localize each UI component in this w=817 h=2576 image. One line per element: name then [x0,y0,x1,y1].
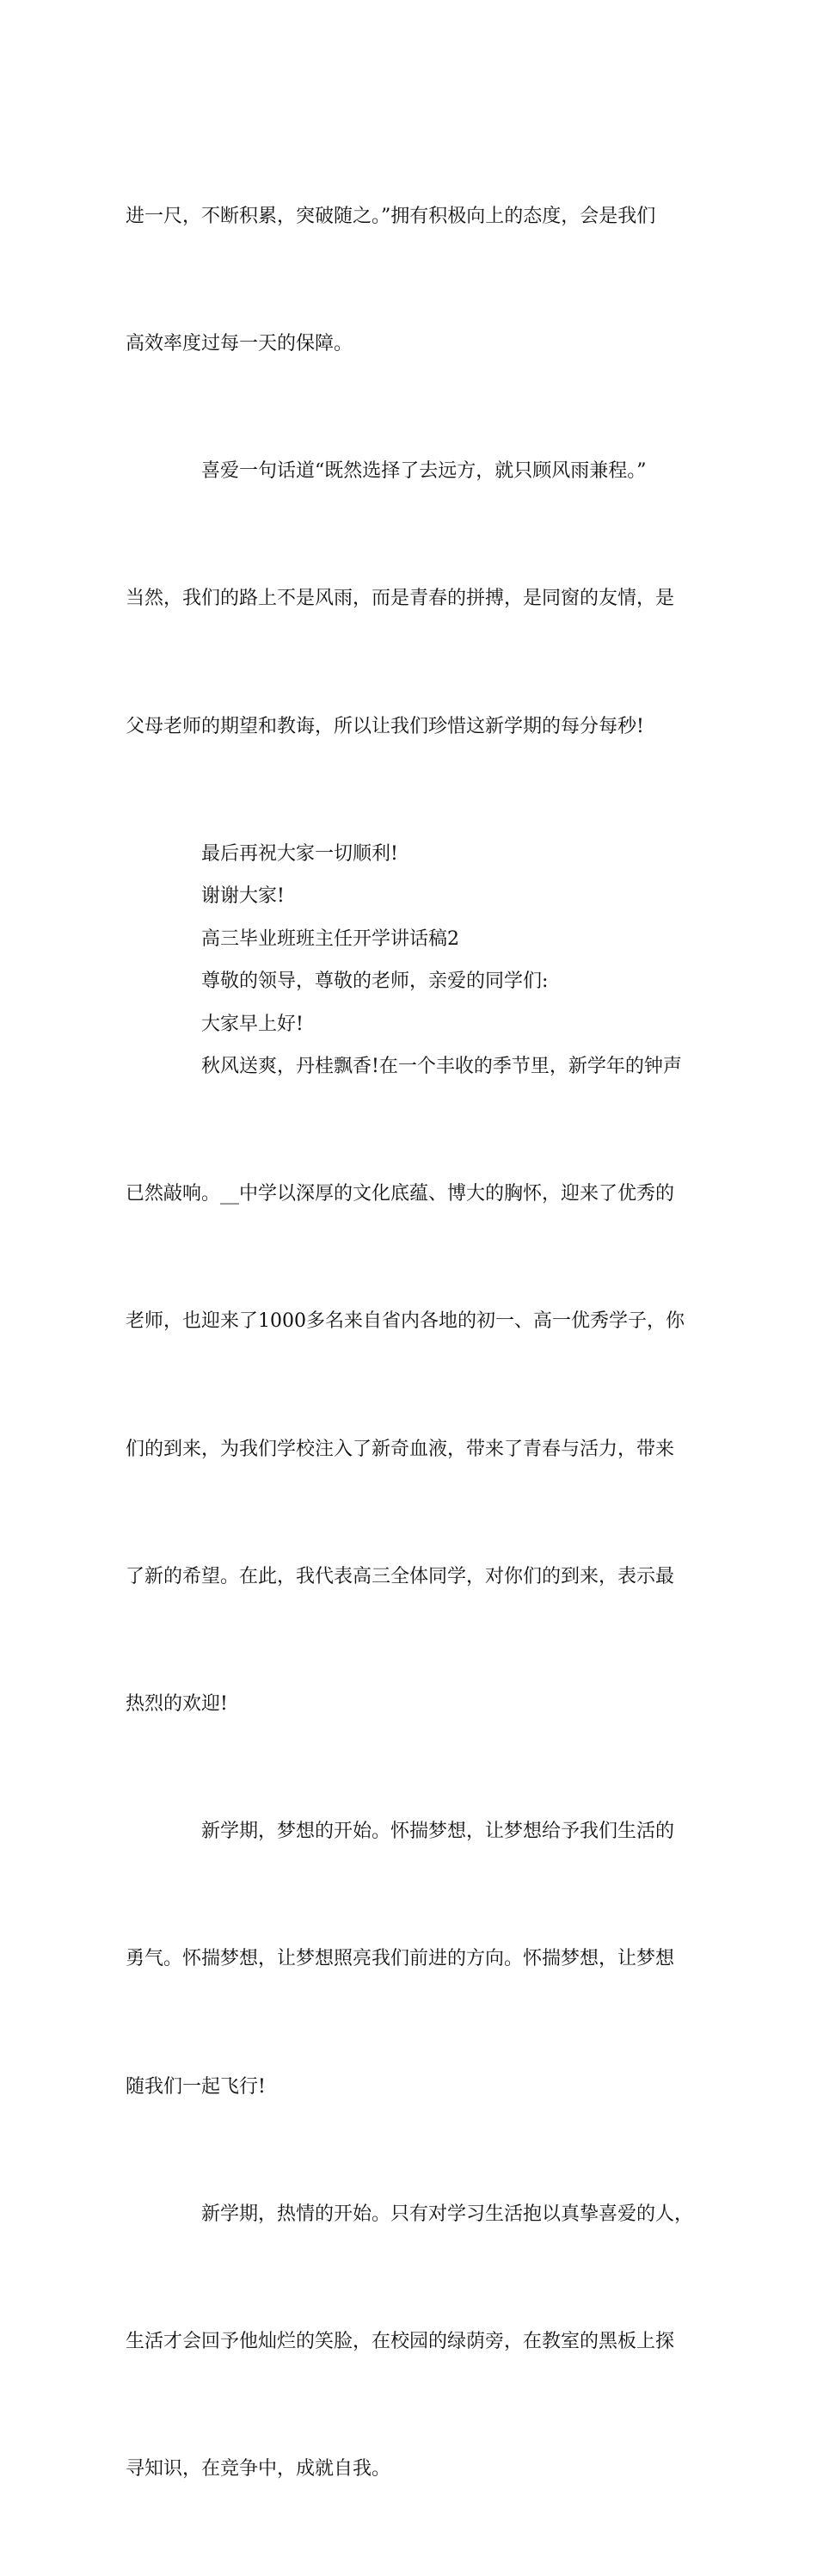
paragraph-2 [126,450,702,492]
text-line: 们的到来，为我们学校注入了新奇血液，带来了青春与活力，带来 [126,1438,675,1460]
text-line: 高效率度过每一天的保障。 [126,333,353,355]
text-line: 生活才会回予他灿烂的笑脸，在校园的绿荫旁，在教室的黑板上探 [126,2331,675,2353]
text-line: 最后再祝大家一切顺利! [201,842,398,865]
text-line: 秋风送爽，丹桂飘香!在一个丰收的季节里，新学年的钟声 [201,1055,682,1077]
text-line: 父母老师的期望和教诲，所以让我们珍惜这新学期的每分每秒! [126,715,644,737]
text-line: 大家早上好! [201,1013,304,1035]
heading-text: 高三毕业班班主任开学讲话稿2 [201,927,459,950]
paragraph-9 [126,1810,702,1852]
paragraph-8-cont [126,1088,702,1810]
paragraph-1 [126,110,702,450]
text-line: 新学期，热情的开始。只有对学习生活抱以真挚喜爱的人， [201,2203,694,2225]
text-line: 了新的希望。在此，我代表高三全体同学，对你们的到来，表示最 [126,1565,675,1587]
text-line: 随我们一起飞行! [126,2075,266,2098]
paragraph-9-cont [126,1853,702,2193]
text-line: 新学期，梦想的开始。怀揣梦想，让梦想给予我们生活的 [201,1821,675,1843]
text-line: 老师，也迎来了1000多名来自省内各地的初一、高一优秀学子，你 [126,1310,685,1333]
text-line: 谢谢大家! [201,885,285,908]
greeting [126,1003,702,1045]
paragraph-2-cont [126,493,702,833]
text-line: 当然，我们的路上不是风雨，而是青春的拼搏，是同窗的友情，是 [126,588,675,610]
text-line: 已然敲响。__中学以深厚的文化底蕴、博大的胸怀，迎来了优秀的 [126,1183,675,1205]
paragraph-10 [126,2193,702,2235]
text-line: 进一尺，不断积累，突破随之。”拥有积极向上的态度，会是我们 [126,205,656,227]
paragraph-3 [126,833,702,875]
section-heading [126,918,702,960]
paragraph-10-cont [126,2235,702,2575]
text-line: 尊敬的领导，尊敬的老师，亲爱的同学们: [201,971,549,993]
paragraph-4 [126,875,702,917]
text-line: 热烈的欢迎! [126,1693,228,1716]
text-line: 寻知识，在竞争中，成就自我。 [126,2458,391,2480]
paragraph-8 [126,1045,702,1088]
text-line: 喜爱一句话道“既然选择了去远方，就只顾风雨兼程。” [201,460,647,483]
text-line: 勇气。怀揣梦想，让梦想照亮我们前进的方向。怀揣梦想，让梦想 [126,1948,675,1970]
salutation [126,960,702,1002]
document-body [126,110,702,2576]
